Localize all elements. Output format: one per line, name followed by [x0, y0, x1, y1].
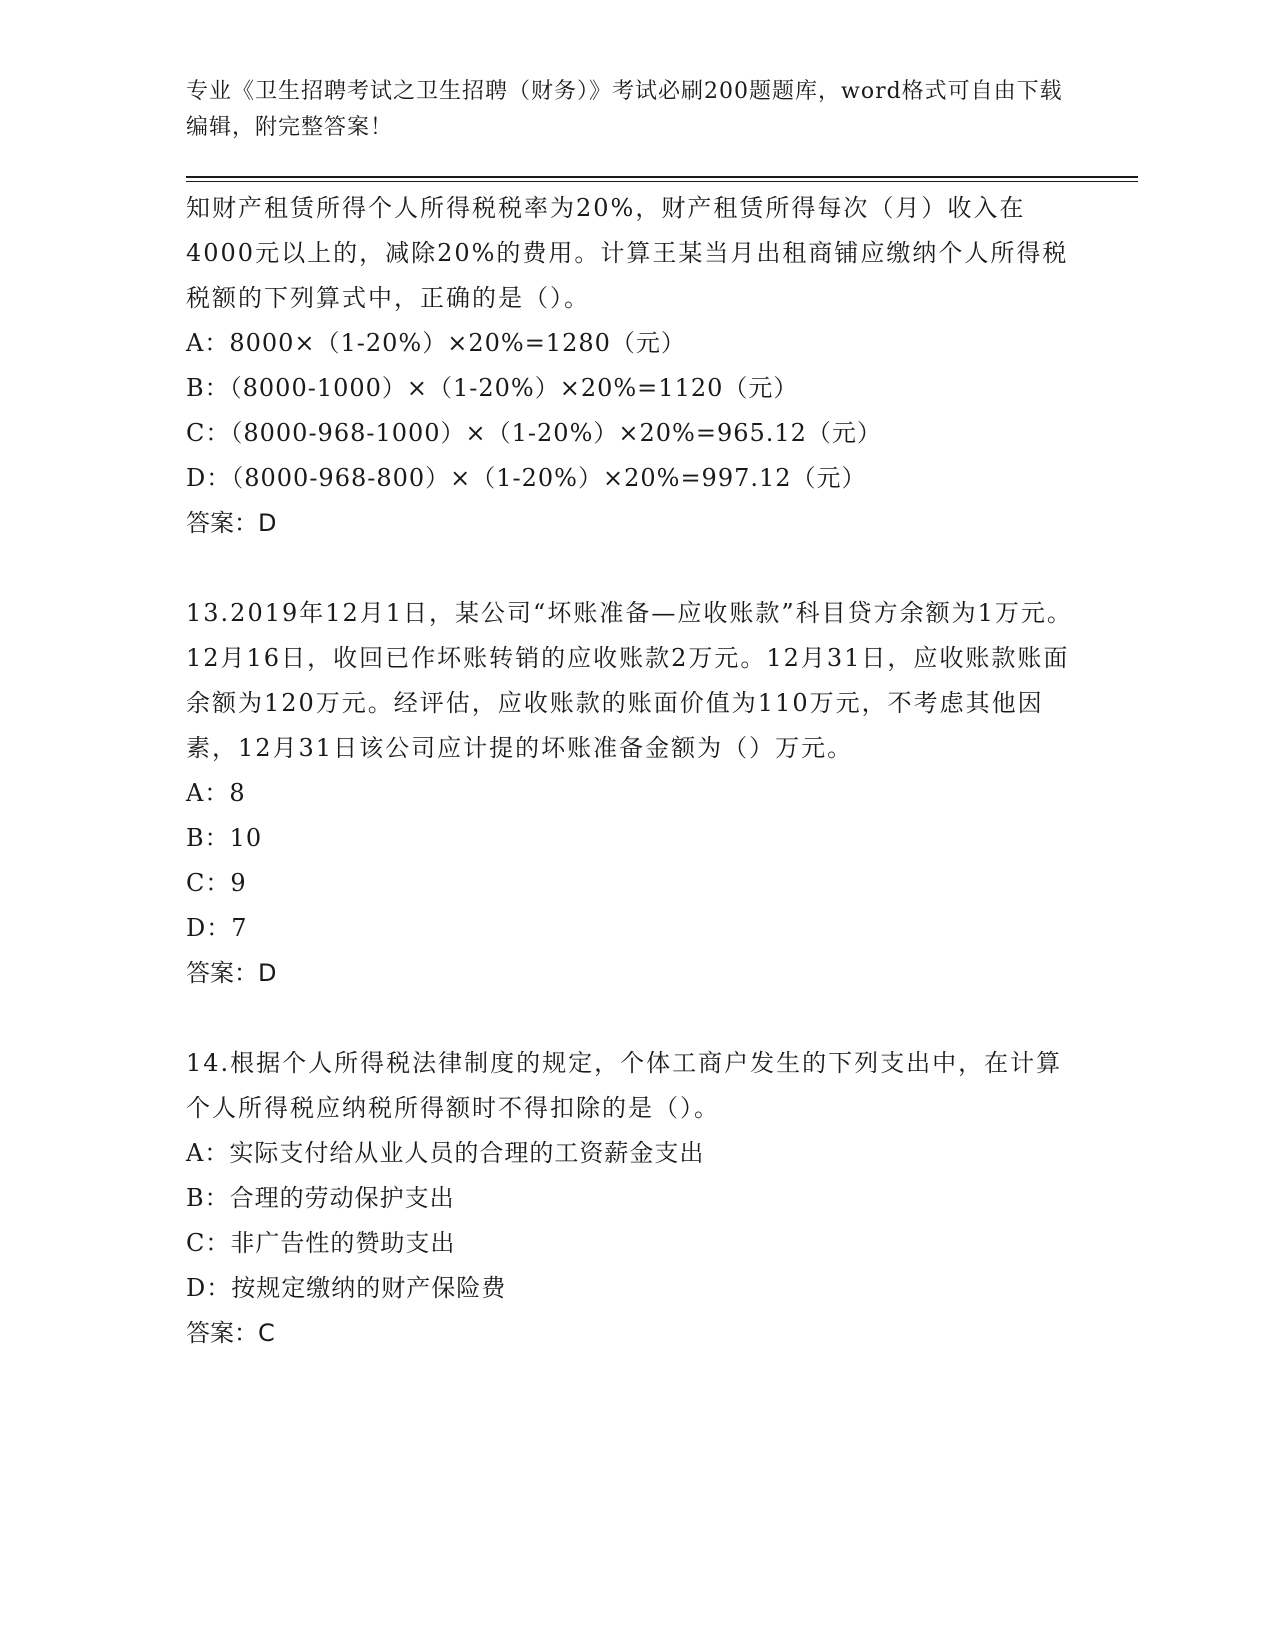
question-12 [186, 186, 1076, 546]
option-c: C：（8000-968-1000）×（1-20%）×20%=965.12（元） [186, 419, 882, 447]
option-a: A：8 [186, 779, 246, 807]
document-body [186, 186, 1076, 1356]
option-b: B：合理的劳动保护支出 [186, 1184, 455, 1212]
document-header: 专业《卫生招聘考试之卫生招聘（财务）》考试必刷200题题库，word格式可自由下载编辑，附完整答案！ [186, 79, 1063, 140]
question-14 [186, 1041, 1076, 1356]
option-d: D：7 [186, 914, 248, 942]
option-a: A：8000×（1-20%）×20%=1280（元） [186, 329, 686, 357]
option-b: B：10 [186, 824, 263, 852]
option-d: D：按规定缴纳的财产保险费 [186, 1274, 507, 1302]
header-rule-thin [186, 181, 1138, 182]
spacer [186, 546, 1076, 591]
spacer [186, 996, 1076, 1041]
question-stem: 14.根据个人所得税法律制度的规定，个体工商户发生的下列支出中，在计算个人所得税应纳税所得额时不得扣除的是（）。 [186, 1049, 1063, 1122]
option-d: D：（8000-968-800）×（1-20%）×20%=997.12（元） [186, 464, 867, 492]
option-c: C：非广告性的赞助支出 [186, 1229, 456, 1257]
question-stem: 13.2019年12月1日，某公司“坏账准备—应收账款”科目贷方余额为1万元。12月16日，收回已作坏账转销的应收账款2万元。12月31日，应收账款账面余额为120万元。经评估，应收账款的账面价值为110万元，不考虑其他因素，12月31日该公司应计提的坏账准备金额为（）万元。 [186, 599, 1073, 762]
question-13 [186, 591, 1076, 996]
option-b: B：（8000-1000）×（1-20%）×20%=1120（元） [186, 374, 799, 402]
answer: 答案：C [186, 1319, 275, 1347]
answer: 答案：D [186, 959, 277, 987]
option-a: A：实际支付给从业人员的合理的工资薪金支出 [186, 1139, 705, 1167]
answer: 答案：D [186, 509, 277, 537]
option-c: C：9 [186, 869, 247, 897]
header-rule-thick [186, 176, 1138, 178]
question-stem: 知财产租赁所得个人所得税税率为20%，财产租赁所得每次（月）收入在4000元以上的，减除20%的费用。计算王某当月出租商铺应缴纳个人所得税税额的下列算式中，正确的是（）。 [186, 194, 1069, 312]
